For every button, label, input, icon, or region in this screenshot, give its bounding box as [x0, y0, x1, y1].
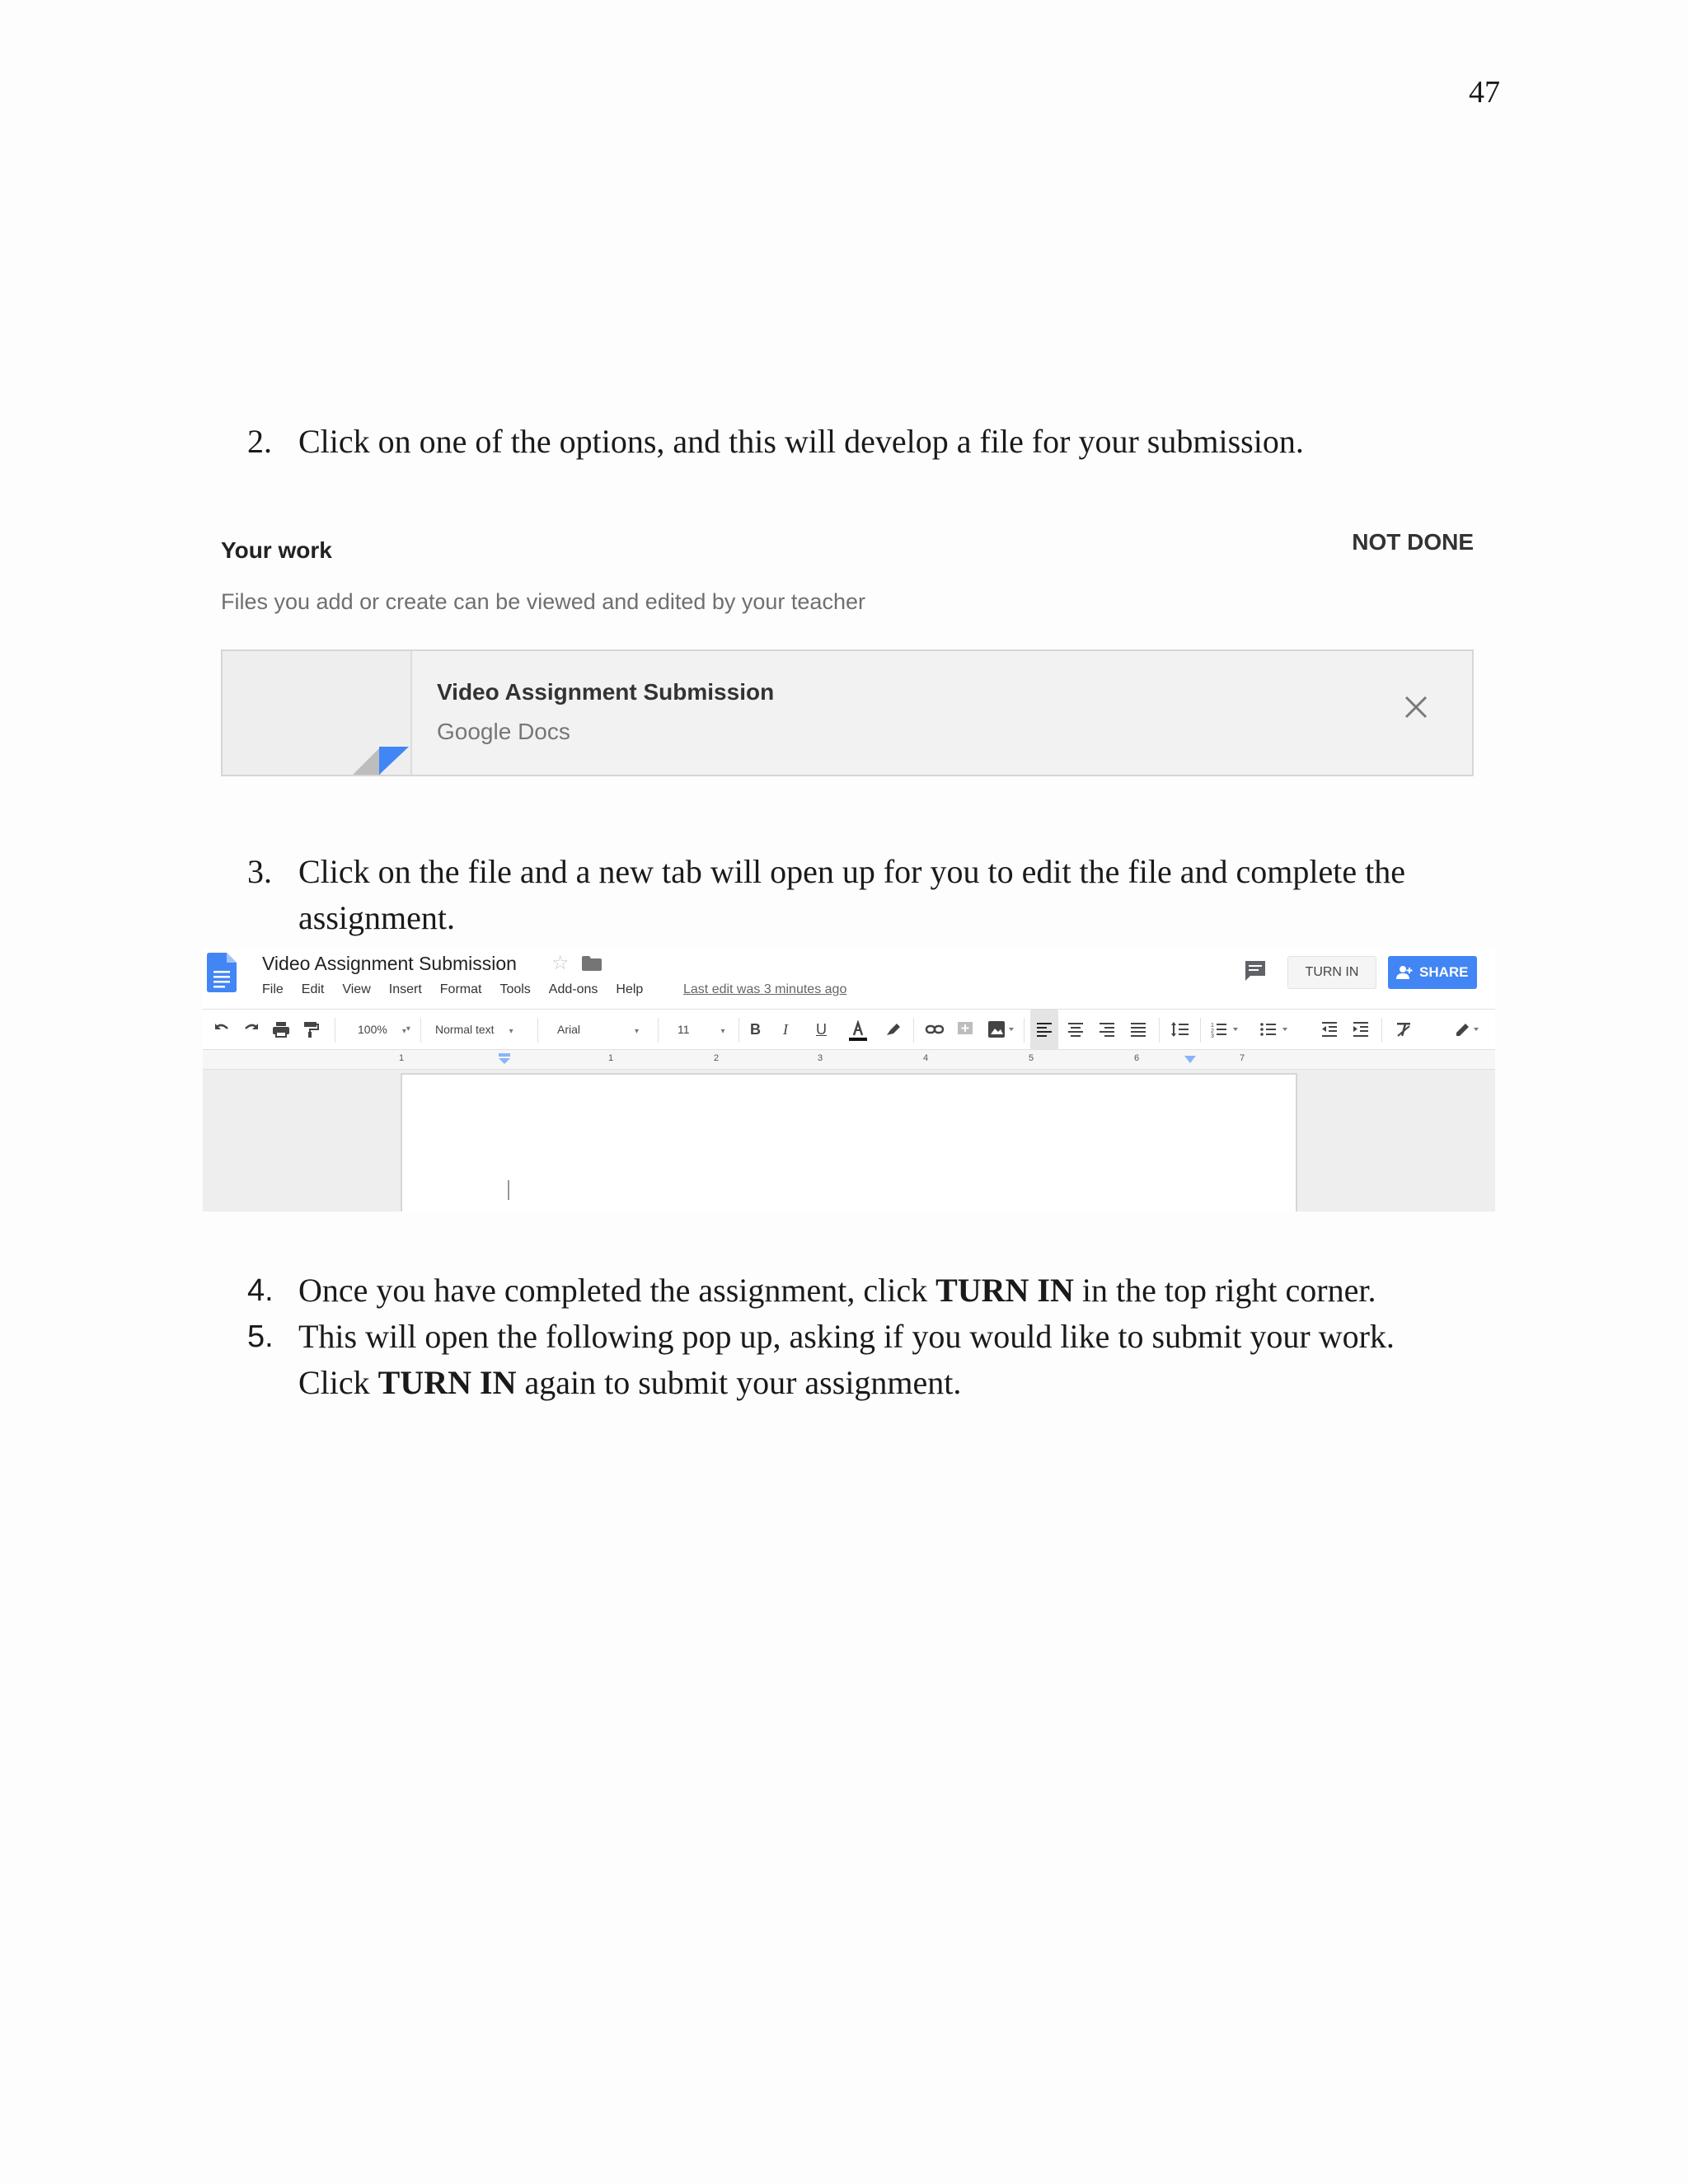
google-docs-window: [203, 948, 1495, 1212]
toolbar-divider: [1024, 1018, 1025, 1043]
share-label: SHARE: [1419, 964, 1469, 980]
decrease-indent-icon[interactable]: [1320, 1010, 1339, 1049]
link-icon[interactable]: [925, 1010, 945, 1049]
increase-indent-icon[interactable]: [1352, 1010, 1370, 1049]
paragraph-style-select[interactable]: Normal text ▾: [435, 1023, 513, 1036]
step-3: [247, 849, 1467, 941]
indent-marker-icon[interactable]: [498, 1053, 511, 1065]
document-page[interactable]: [401, 1073, 1297, 1212]
highlight-icon[interactable]: [884, 1010, 902, 1049]
ruler-label: 1: [399, 1053, 405, 1063]
step-text: Click on the file and a new tab will open up for you to edit the file and complete the assignment.: [298, 853, 1405, 936]
document-title[interactable]: Video Assignment Submission: [262, 953, 517, 974]
star-icon[interactable]: ☆: [551, 952, 570, 974]
step-5: [247, 1314, 1467, 1406]
paragraph-style-value: Normal text: [435, 1023, 495, 1036]
font-select[interactable]: Arial ▾: [557, 1023, 640, 1036]
doc-thumbnail[interactable]: [223, 651, 412, 775]
formatting-toolbar: [203, 1009, 1495, 1050]
toolbar-divider: [738, 1018, 739, 1043]
toolbar-divider: [420, 1018, 421, 1043]
status-badge: NOT DONE: [1352, 529, 1474, 555]
attachment-title: Video Assignment Submission: [437, 679, 775, 705]
undo-icon[interactable]: [213, 1010, 231, 1049]
bulleted-list-icon[interactable]: [1259, 1010, 1292, 1049]
align-left-icon[interactable]: [1030, 1010, 1058, 1049]
last-edit-link[interactable]: Last edit was 3 minutes ago: [683, 982, 847, 996]
turn-in-emphasis: TURN IN: [935, 1272, 1074, 1309]
line-spacing-icon[interactable]: [1170, 1010, 1190, 1049]
toolbar-divider: [913, 1018, 914, 1043]
comments-icon[interactable]: [1244, 959, 1267, 982]
ruler-label: 6: [1134, 1053, 1140, 1063]
svg-text:2: 2: [1211, 1029, 1214, 1034]
numbered-list-icon[interactable]: [1210, 1010, 1243, 1049]
ruler-label: 3: [818, 1053, 823, 1063]
turn-in-button[interactable]: TURN IN: [1287, 956, 1376, 989]
step-text: [298, 1268, 1467, 1314]
svg-text:3: 3: [1211, 1033, 1214, 1038]
google-docs-corner-icon: [379, 747, 409, 775]
underline-icon[interactable]: U: [816, 1021, 827, 1038]
share-button[interactable]: [1388, 956, 1477, 989]
align-center-icon[interactable]: [1067, 1010, 1085, 1049]
print-icon[interactable]: [272, 1010, 290, 1049]
menu-add-ons[interactable]: Add-ons: [548, 982, 598, 996]
font-size-select[interactable]: 11 ▾: [678, 1023, 725, 1036]
turn-in-emphasis: TURN IN: [377, 1364, 517, 1401]
menu-file[interactable]: File: [262, 982, 284, 996]
redo-icon[interactable]: [242, 1010, 260, 1049]
step-2: [247, 419, 1467, 465]
justify-icon[interactable]: [1129, 1010, 1147, 1049]
ruler-label: 4: [923, 1053, 929, 1063]
step-text-part: again to submit your assignment.: [516, 1364, 962, 1401]
comment-icon[interactable]: [956, 1010, 974, 1049]
step-text: Click on one of the options, and this will develop a file for your submission.: [298, 423, 1304, 460]
menu-insert[interactable]: Insert: [388, 982, 422, 996]
attachment-type: Google Docs: [437, 719, 570, 744]
image-icon[interactable]: [987, 1010, 1015, 1049]
menu-edit[interactable]: Edit: [301, 982, 325, 996]
ruler-label: 2: [714, 1053, 720, 1063]
your-work-subtitle: Files you add or create can be viewed and edited by your teacher: [221, 589, 865, 614]
font-size-value: 11: [678, 1023, 690, 1036]
toolbar-divider: [1200, 1018, 1201, 1043]
svg-text:1: 1: [1211, 1023, 1214, 1029]
menu-format[interactable]: Format: [439, 982, 482, 996]
toolbar-divider: [1381, 1018, 1382, 1043]
step-text-part: This will open the following pop up, asking if you would like to submit your work. Click: [298, 1318, 1395, 1401]
your-work-panel: [221, 519, 1474, 783]
close-icon[interactable]: [1401, 692, 1431, 722]
font-value: Arial: [557, 1023, 581, 1036]
clear-formatting-icon[interactable]: [1395, 1010, 1413, 1049]
ruler[interactable]: [203, 1050, 1495, 1070]
bold-icon[interactable]: B: [750, 1021, 761, 1038]
menu-view[interactable]: View: [342, 982, 371, 996]
google-docs-logo-icon[interactable]: [207, 953, 237, 992]
italic-icon[interactable]: I: [783, 1021, 788, 1038]
step-text-part: Once you have completed the assignment, click: [298, 1272, 936, 1309]
paint-format-icon[interactable]: [302, 1010, 320, 1049]
right-indent-marker-icon[interactable]: [1184, 1053, 1197, 1065]
step-text-part: in the top right corner.: [1073, 1272, 1376, 1309]
menu-bar: [262, 982, 661, 997]
menu-help[interactable]: Help: [616, 982, 644, 996]
align-right-icon[interactable]: [1098, 1010, 1116, 1049]
editing-mode-icon[interactable]: [1454, 1010, 1482, 1049]
ruler-label: 5: [1029, 1053, 1034, 1063]
zoom-select[interactable]: 100% ▾ ▾: [358, 1010, 406, 1049]
ruler-label: 1: [608, 1053, 614, 1063]
step-number: 5.: [247, 1319, 274, 1354]
toolbar-divider: [537, 1018, 538, 1043]
step-number: 2.: [247, 423, 272, 460]
toolbar-divider: [658, 1018, 659, 1043]
your-work-heading: Your work: [221, 537, 332, 563]
folder-icon[interactable]: [582, 956, 602, 971]
text-color-icon[interactable]: [847, 1010, 869, 1049]
step-number: 4.: [247, 1273, 274, 1308]
step-4: [247, 1268, 1467, 1314]
step-number: 3.: [247, 853, 272, 890]
attachment-card[interactable]: [221, 649, 1474, 776]
toolbar-divider: [1159, 1018, 1160, 1043]
ruler-label: 7: [1240, 1053, 1245, 1063]
share-person-icon: [1396, 964, 1413, 981]
zoom-value: 100%: [358, 1023, 387, 1036]
menu-tools[interactable]: Tools: [499, 982, 531, 996]
text-cursor: [508, 1180, 509, 1200]
thumbnail-fold: [353, 747, 381, 775]
step-text: [298, 1314, 1467, 1406]
page-number: 47: [1469, 75, 1500, 110]
